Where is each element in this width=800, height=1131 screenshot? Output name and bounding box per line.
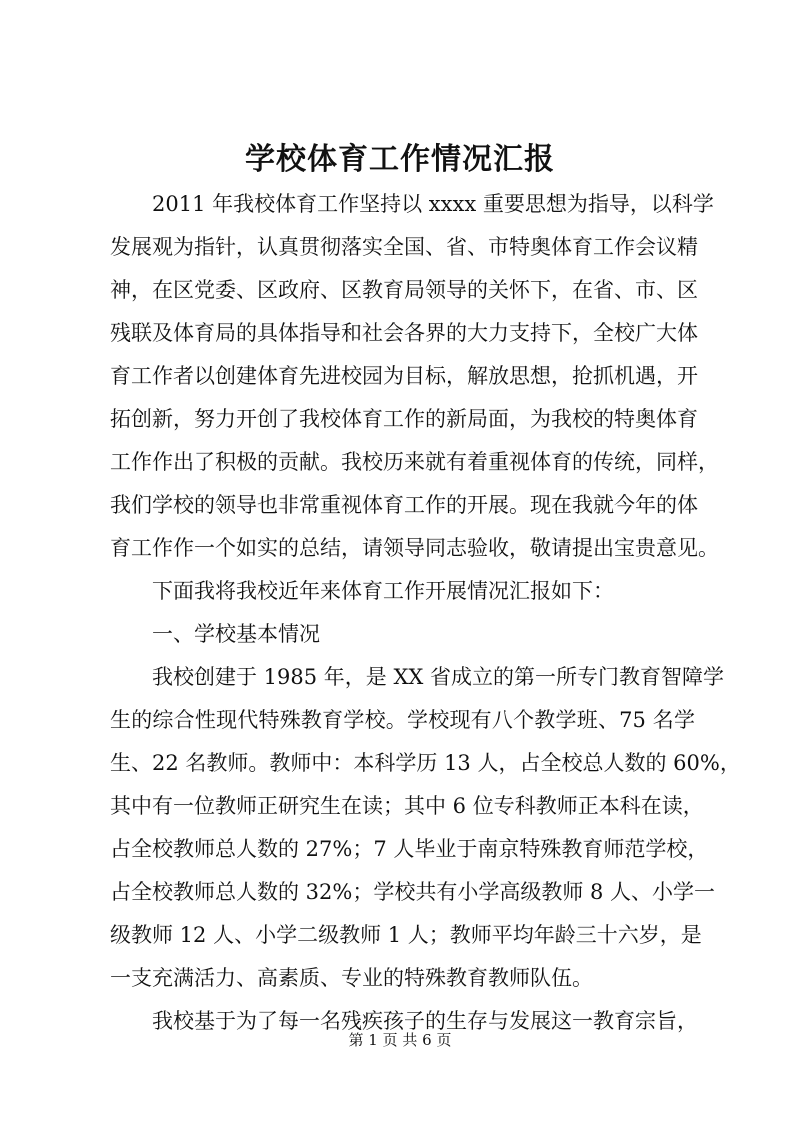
paragraph-line: 拓创新，努力开创了我校体育工作的新局面，为我校的特奥体育 [110, 407, 698, 431]
document-title: 学校体育工作情况汇报 [245, 142, 555, 177]
paragraph-line: 2011 年我校体育工作坚持以 xxxx 重要思想为指导，以科学 [152, 192, 714, 216]
paragraph-line: 我们学校的领导也非常重视体育工作的开展。现在我就今年的体 [110, 493, 698, 517]
section-heading: 一、学校基本情况 [152, 622, 320, 646]
paragraph-line: 其中有一位教师正研究生在读；其中 6 位专科教师正本科在读， [110, 794, 704, 818]
paragraph-line: 工作作出了积极的贡献。我校历来就有着重视体育的传统，同样， [110, 450, 719, 474]
paragraph-line: 占全校教师总人数的 27%；7 人毕业于南京特殊教育师范学校， [110, 837, 709, 861]
paragraph-line: 发展观为指针，认真贯彻落实全国、省、市特奥体育工作会议精 [110, 235, 698, 259]
paragraph-line: 生的综合性现代特殊教育学校。学校现有八个教学班、75 名学 [110, 708, 695, 732]
paragraph-line: 我校基于为了每一名残疾孩子的生存与发展这一教育宗旨， [152, 1009, 698, 1033]
paragraph-line: 育工作者以创建体育先进校园为目标，解放思想，抢抓机遇，开 [110, 364, 698, 388]
paragraph-line: 残联及体育局的具体指导和社会各界的大力支持下，全校广大体 [110, 321, 698, 345]
paragraph-line: 育工作作一个如实的总结，请领导同志验收，敬请提出宝贵意见。 [110, 536, 719, 560]
paragraph-line: 生、22 名教师。教师中：本科学历 13 人，占全校总人数的 60%， [110, 751, 741, 775]
paragraph-line: 级教师 12 人、小学二级教师 1 人；教师平均年龄三十六岁，是 [110, 923, 702, 947]
paragraph-line: 我校创建于 1985 年，是 XX 省成立的第一所专门教育智障学 [152, 665, 725, 689]
page-number-footer: 第 1 页 共 6 页 [348, 1031, 452, 1049]
paragraph-line: 下面我将我校近年来体育工作开展情况汇报如下： [152, 579, 614, 603]
paragraph-line: 占全校教师总人数的 32%；学校共有小学高级教师 8 人、小学一 [110, 880, 716, 904]
paragraph-line: 神，在区党委、区政府、区教育局领导的关怀下，在省、市、区 [110, 278, 698, 302]
paragraph-line: 一支充满活力、高素质、专业的特殊教育教师队伍。 [110, 966, 593, 990]
